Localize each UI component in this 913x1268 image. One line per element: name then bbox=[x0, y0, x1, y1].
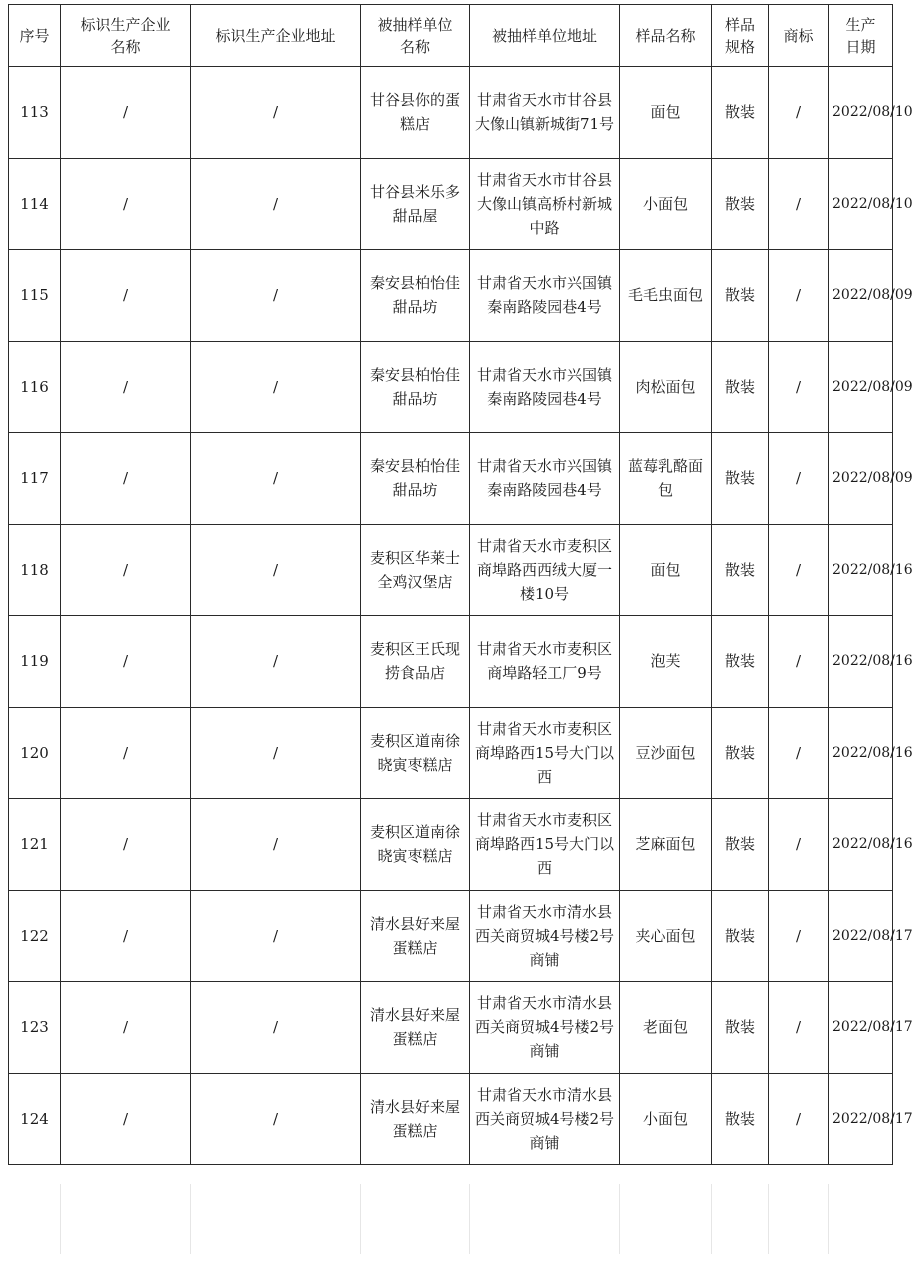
cell-trademark: / bbox=[769, 707, 829, 799]
cell-sampled-unit-name: 清水县好来屋蛋糕店 bbox=[361, 890, 470, 982]
table-row bbox=[9, 524, 893, 616]
cell-trademark: / bbox=[769, 524, 829, 616]
cell-production-date: 2022/08/17 bbox=[829, 982, 893, 1074]
cell-production-date: 2022/08/10 bbox=[829, 67, 893, 159]
cell-sample-name: 芝麻面包 bbox=[620, 799, 712, 891]
cell-no: 119 bbox=[9, 616, 61, 708]
cell-producer-address: / bbox=[191, 890, 361, 982]
cell-producer-address: / bbox=[191, 707, 361, 799]
cell-producer-name: / bbox=[61, 433, 191, 525]
cell-producer-address: / bbox=[191, 524, 361, 616]
header-producer-address: 标识生产企业地址 bbox=[191, 5, 361, 67]
cell-producer-address: / bbox=[191, 799, 361, 891]
cell-spec: 散装 bbox=[712, 250, 769, 342]
cell-trademark: / bbox=[769, 982, 829, 1074]
cell-trademark: / bbox=[769, 1073, 829, 1165]
table-row bbox=[9, 250, 893, 342]
header-producer-name: 标识生产企业名称 bbox=[61, 5, 191, 67]
cell-no: 124 bbox=[9, 1073, 61, 1165]
cell-trademark: / bbox=[769, 158, 829, 250]
cell-spec: 散装 bbox=[712, 341, 769, 433]
cell-producer-name: / bbox=[61, 341, 191, 433]
sampling-results-sheet bbox=[8, 4, 913, 1165]
cell-spec: 散装 bbox=[712, 158, 769, 250]
cell-no: 114 bbox=[9, 158, 61, 250]
cell-sample-name: 面包 bbox=[620, 524, 712, 616]
cell-sampled-unit-name: 麦积区王氏现捞食品店 bbox=[361, 616, 470, 708]
faded-table-continuation bbox=[8, 1184, 892, 1254]
cell-producer-address: / bbox=[191, 250, 361, 342]
cell-producer-name: / bbox=[61, 616, 191, 708]
sampling-results-table bbox=[8, 4, 913, 1165]
cell-producer-address: / bbox=[191, 341, 361, 433]
cell-sample-name: 面包 bbox=[620, 67, 712, 159]
cell-producer-name: / bbox=[61, 158, 191, 250]
table-row bbox=[9, 1073, 893, 1165]
cell-sample-name: 小面包 bbox=[620, 1073, 712, 1165]
cell-no: 118 bbox=[9, 524, 61, 616]
cell-sampled-unit-address: 甘肃省天水市兴国镇秦南路陵园巷4号 bbox=[470, 433, 620, 525]
cell-sample-name: 小面包 bbox=[620, 158, 712, 250]
cell-spec: 散装 bbox=[712, 433, 769, 525]
cell-spec: 散装 bbox=[712, 982, 769, 1074]
cell-trademark: / bbox=[769, 341, 829, 433]
header-sampled-unit-address: 被抽样单位地址 bbox=[470, 5, 620, 67]
cell-producer-name: / bbox=[61, 67, 191, 159]
header-sampled-unit-name: 被抽样单位名称 bbox=[361, 5, 470, 67]
cell-sample-name: 老面包 bbox=[620, 982, 712, 1074]
cell-sampled-unit-address: 甘肃省天水市兴国镇秦南路陵园巷4号 bbox=[470, 250, 620, 342]
cell-sampled-unit-address: 甘肃省天水市清水县西关商贸城4号楼2号商铺 bbox=[470, 982, 620, 1074]
cell-sampled-unit-address: 甘肃省天水市甘谷县大像山镇新城街71号 bbox=[470, 67, 620, 159]
cell-production-date: 2022/08/16 bbox=[829, 799, 893, 891]
cell-sampled-unit-address: 甘肃省天水市麦积区商埠路西15号大门以西 bbox=[470, 707, 620, 799]
table-row bbox=[9, 341, 893, 433]
cell-sample-name: 豆沙面包 bbox=[620, 707, 712, 799]
table-header bbox=[9, 5, 893, 67]
cell-sample-name: 毛毛虫面包 bbox=[620, 250, 712, 342]
cell-sampled-unit-name: 秦安县柏怡佳甜品坊 bbox=[361, 250, 470, 342]
table-row bbox=[9, 616, 893, 708]
cell-trademark: / bbox=[769, 67, 829, 159]
cell-spec: 散装 bbox=[712, 890, 769, 982]
cell-sampled-unit-name: 麦积区华莱士全鸡汉堡店 bbox=[361, 524, 470, 616]
header-row bbox=[9, 5, 893, 67]
table-row bbox=[9, 433, 893, 525]
cell-production-date: 2022/08/16 bbox=[829, 524, 893, 616]
cell-trademark: / bbox=[769, 616, 829, 708]
cell-spec: 散装 bbox=[712, 524, 769, 616]
cell-sampled-unit-name: 清水县好来屋蛋糕店 bbox=[361, 982, 470, 1074]
cell-production-date: 2022/08/10 bbox=[829, 158, 893, 250]
cell-producer-name: / bbox=[61, 707, 191, 799]
cell-production-date: 2022/08/16 bbox=[829, 616, 893, 708]
cell-spec: 散装 bbox=[712, 1073, 769, 1165]
cell-sampled-unit-name: 秦安县柏怡佳甜品坊 bbox=[361, 341, 470, 433]
cell-producer-address: / bbox=[191, 67, 361, 159]
cell-producer-name: / bbox=[61, 799, 191, 891]
cell-sampled-unit-name: 秦安县柏怡佳甜品坊 bbox=[361, 433, 470, 525]
table-row bbox=[9, 982, 893, 1074]
cell-trademark: / bbox=[769, 433, 829, 525]
cell-producer-name: / bbox=[61, 890, 191, 982]
cell-production-date: 2022/08/09 bbox=[829, 433, 893, 525]
cell-production-date: 2022/08/09 bbox=[829, 341, 893, 433]
cell-sampled-unit-name: 清水县好来屋蛋糕店 bbox=[361, 1073, 470, 1165]
header-no: 序号 bbox=[9, 5, 61, 67]
cell-spec: 散装 bbox=[712, 707, 769, 799]
cell-sampled-unit-address: 甘肃省天水市清水县西关商贸城4号楼2号商铺 bbox=[470, 1073, 620, 1165]
cell-sampled-unit-address: 甘肃省天水市麦积区商埠路轻工厂9号 bbox=[470, 616, 620, 708]
cell-trademark: / bbox=[769, 799, 829, 891]
cell-trademark: / bbox=[769, 250, 829, 342]
cell-no: 120 bbox=[9, 707, 61, 799]
cell-sample-name: 肉松面包 bbox=[620, 341, 712, 433]
cell-production-date: 2022/08/09 bbox=[829, 250, 893, 342]
cell-no: 121 bbox=[9, 799, 61, 891]
cell-sampled-unit-address: 甘肃省天水市麦积区商埠路西15号大门以西 bbox=[470, 799, 620, 891]
table-body bbox=[9, 67, 913, 1165]
cell-sampled-unit-name: 麦积区道南徐晓寅枣糕店 bbox=[361, 799, 470, 891]
cell-producer-name: / bbox=[61, 250, 191, 342]
cell-sample-name: 泡芙 bbox=[620, 616, 712, 708]
header-sample-name: 样品名称 bbox=[620, 5, 712, 67]
cell-sampled-unit-name: 甘谷县米乐多甜品屋 bbox=[361, 158, 470, 250]
cell-trademark: / bbox=[769, 890, 829, 982]
cell-producer-address: / bbox=[191, 433, 361, 525]
header-trademark: 商标 bbox=[769, 5, 829, 67]
cell-sampled-unit-name: 麦积区道南徐晓寅枣糕店 bbox=[361, 707, 470, 799]
cell-producer-address: / bbox=[191, 158, 361, 250]
cell-producer-address: / bbox=[191, 982, 361, 1074]
cell-production-date: 2022/08/17 bbox=[829, 1073, 893, 1165]
table-row bbox=[9, 890, 893, 982]
cell-no: 117 bbox=[9, 433, 61, 525]
cell-sample-name: 蓝莓乳酪面包 bbox=[620, 433, 712, 525]
cell-spec: 散装 bbox=[712, 616, 769, 708]
cell-production-date: 2022/08/17 bbox=[829, 890, 893, 982]
cell-sampled-unit-address: 甘肃省天水市麦积区商埠路西西绒大厦一楼10号 bbox=[470, 524, 620, 616]
cell-producer-name: / bbox=[61, 1073, 191, 1165]
table-row bbox=[9, 158, 893, 250]
cell-production-date: 2022/08/16 bbox=[829, 707, 893, 799]
cell-spec: 散装 bbox=[712, 799, 769, 891]
cell-sampled-unit-address: 甘肃省天水市甘谷县大像山镇高桥村新城中路 bbox=[470, 158, 620, 250]
header-spec: 样品规格 bbox=[712, 5, 769, 67]
cell-no: 116 bbox=[9, 341, 61, 433]
table-row bbox=[9, 67, 893, 159]
table-row bbox=[9, 707, 893, 799]
cell-no: 122 bbox=[9, 890, 61, 982]
cell-producer-name: / bbox=[61, 524, 191, 616]
header-production-date: 生产日期 bbox=[829, 5, 893, 67]
cell-no: 123 bbox=[9, 982, 61, 1074]
cell-sampled-unit-address: 甘肃省天水市兴国镇秦南路陵园巷4号 bbox=[470, 341, 620, 433]
cell-sampled-unit-address: 甘肃省天水市清水县西关商贸城4号楼2号商铺 bbox=[470, 890, 620, 982]
cell-producer-address: / bbox=[191, 1073, 361, 1165]
cell-no: 115 bbox=[9, 250, 61, 342]
cell-producer-address: / bbox=[191, 616, 361, 708]
table-row bbox=[9, 799, 893, 891]
cell-sampled-unit-name: 甘谷县你的蛋糕店 bbox=[361, 67, 470, 159]
cell-sample-name: 夹心面包 bbox=[620, 890, 712, 982]
cell-spec: 散装 bbox=[712, 67, 769, 159]
cell-producer-name: / bbox=[61, 982, 191, 1074]
cell-no: 113 bbox=[9, 67, 61, 159]
